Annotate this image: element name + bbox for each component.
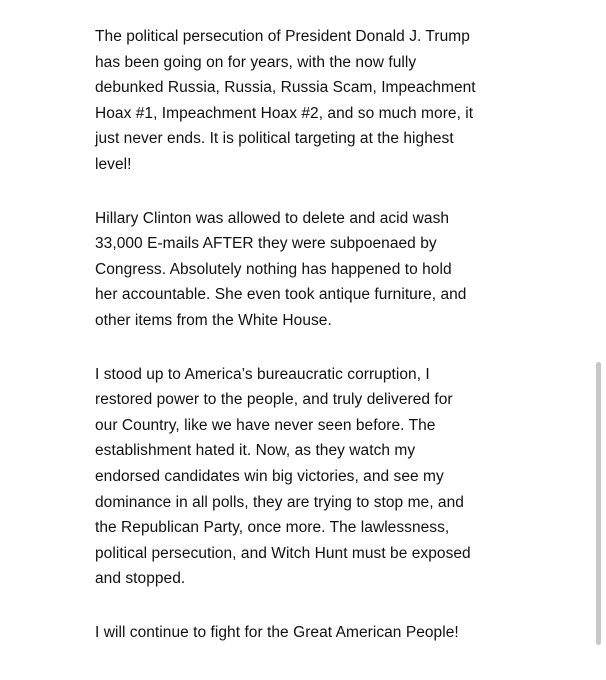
text-line: establishment hated it. Now, as they watch my — [95, 442, 416, 460]
text-line: our Country, like we have never seen before. The — [95, 416, 436, 434]
text-line: other items from the White House. — [95, 311, 332, 329]
text-line: I stood up to America’s bureaucratic corruption, I — [95, 365, 430, 383]
text-line: I will continue to fight for the Great American People! — [95, 623, 459, 641]
text-line: political persecution, and Witch Hunt must be exposed — [95, 544, 471, 562]
statement-text — [95, 24, 500, 673]
paragraph-3 — [95, 362, 500, 592]
scrollbar-thumb[interactable] — [596, 362, 601, 645]
text-line: her accountable. She even took antique furniture, and — [95, 286, 467, 304]
text-line: The political persecution of President Donald J. Trump — [95, 28, 470, 45]
paragraph-1 — [95, 24, 500, 178]
text-line: level! — [95, 155, 132, 173]
text-line: and stopped. — [95, 570, 186, 588]
text-line: endorsed candidates win big victories, and see my — [95, 467, 444, 485]
text-line: Congress. Absolutely nothing has happened to hold — [95, 260, 452, 278]
text-line: Hillary Clinton was allowed to delete and acid wash — [95, 209, 450, 227]
text-line: Hoax #1, Impeachment Hoax #2, and so much more, it — [95, 104, 474, 122]
paragraph-2 — [95, 206, 500, 334]
text-line: dominance in all polls, they are trying to stop me, and — [95, 493, 464, 511]
text-line: has been going on for years, with the now fully — [95, 53, 417, 71]
text-line: debunked Russia, Russia, Russia Scam, Impeachment — [95, 79, 476, 97]
text-line: the Republican Party, once more. The lawlessness, — [95, 519, 450, 537]
paragraph-4 — [95, 620, 500, 646]
text-line: 33,000 E-mails AFTER they were subpoenaed by — [95, 235, 437, 253]
text-line: just never ends. It is political targeting at the highest — [95, 130, 454, 148]
text-line: restored power to the people, and truly delivered for — [95, 391, 453, 409]
